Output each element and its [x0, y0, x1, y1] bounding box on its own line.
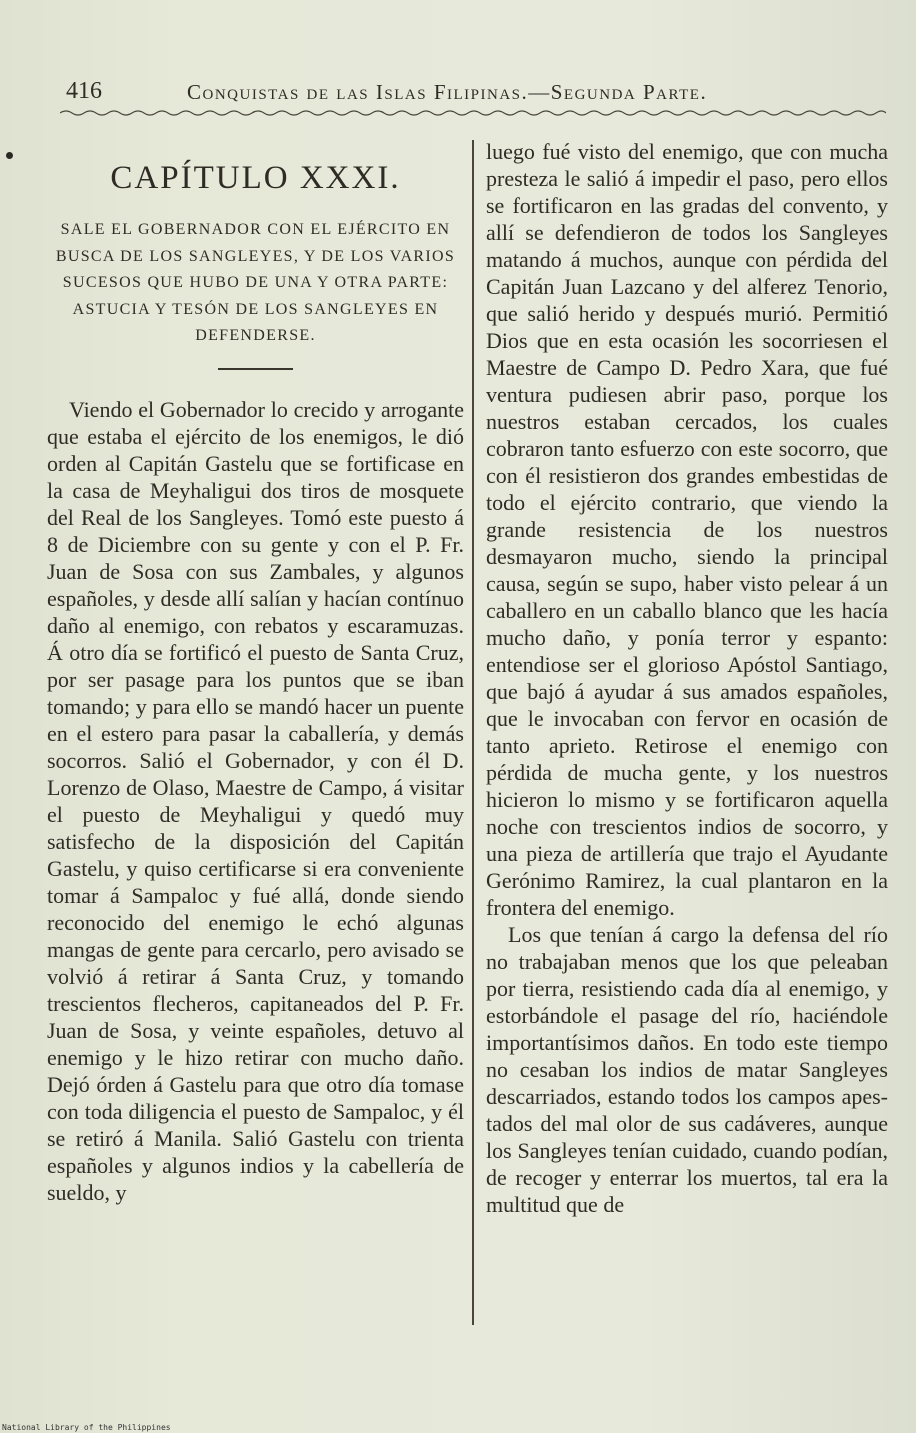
- page-header: [62, 78, 888, 112]
- right-column-paragraph-1: luego fué visto del enemigo, que con mucha presteza le salió á impedir el paso, pero ellos se fortificaron en las gradas del convento, y allí se defendieron de todos los Sangleyes matando á muchos, aunque con pérdida del Capitán Juan Lazcano y del alferez Tenorio, que salió herido y después murió. Permitió Dios que en esta ocasión les socorriesen el Maestre de Campo D. Pedro Xara, que fué ventura pudiesen abrir paso, porque los nuestros estaban cercados, los cuales cobraron tanto esfuerzo con este socorro, que con él resistieron dos grandes embestidas de todo el ejército contrario, que viendo la grande resistencia de los nuestros desmayaron mucho, siendo la principal causa, según se supo, haber visto pelear á un caballero en un caballo blanco que les hacía mucho daño, y ponía terror y espanto: entendiose ser el glorioso Apóstol Santiago, que bajó á ayudar á sus amados españoles, que le invocaban con fervor en ocasión de tanto aprieto. Retirose el enemigo con pérdida de mucha gente, y los nuestros hicieron lo mismo y se fortificaron aquella noche con trescientos indios de socorro, y una pieza de artillería que trajo el Ayudante Gerónimo Ramirez, la cual plantaron en la frontera del enemigo.: [486, 139, 888, 920]
- right-column: [486, 138, 888, 1218]
- page-number: 416: [66, 78, 102, 104]
- margin-dot-ornament: [6, 152, 13, 159]
- summary-divider: [218, 368, 293, 370]
- footer-credit: National Library of the Philippines: [2, 1423, 171, 1432]
- running-head: Conquistas de las Islas Filipinas.—Segunda Parte.: [187, 80, 708, 104]
- chapter-summary: SALE EL GOBERNADOR CON EL EJÉRCITO EN BUSCA DE LOS SANGLEYES, Y DE LOS VARIOS SUCESOS QUE HUBO DE UNA Y OTRA PARTE: ASTUCIA Y TESÓN DE LOS SANGLEYES EN DEFENDERSE.: [55, 221, 456, 344]
- header-wavy-rule: [60, 108, 886, 118]
- right-column-paragraph-2: Los que tenían á cargo la defensa del río no trabajaban menos que los que peleaban por tierra, resistiendo cada día al enemigo, y estorbándole el pasage del río, haciéndole importantísimos daños. En todo este tiempo no cesaban los indios de matar Sangleyes descarriados, estando todos los campos apestados del mal olor de sus cadáveres, aunque los Sangleyes tenían cuidado, cuando podían, de recoger y enterrar los muertos, tal era la multitud que de: [486, 922, 888, 1217]
- column-divider: [472, 140, 474, 1325]
- left-column: [47, 150, 464, 1206]
- left-column-paragraph: Viendo el Gobernador lo crecido y arrogante que estaba el ejército de los enemigos, le dió orden al Capitán Gastelu que se fortificase en la casa de Meyhaligui dos tiros de mosquete del Real de los Sangleyes. Tomó este puesto á 8 de Diciembre con su gente y con el P. Fr. Juan de Sosa con sus Zambales, y algunos españoles, y desde allí salían y hacían contínuo daño al enemigo, con rebatos y escaramuzas. Á otro día se fortificó el puesto de Santa Cruz, por ser pasage para los puntos que se iban tomando; y para ello se mandó hacer un puente en el estero para pasar la caballería, y demás socorros. Salió el Gobernador, y con él D. Lorenzo de Olaso, Maestre de Campo, á visitar el puesto de Meyhaligui y quedó muy satisfecho de la disposición del Capitán Gastelu, y quiso certificarse si era conveniente tomar á Sampaloc y fué allá, donde siendo reconocido del enemigo le echó algunas mangas de gente para cercarlo, pero avisado se volvió á retirar á Santa Cruz, y tomando trescientos flecheros, capitaneados del P. Fr. Juan de Sosa, y veinte españoles, detuvo al enemigo y le hizo retirar con mucho daño. Dejó órden á Gastelu para que otro día tomase con toda diligencia el puesto de Sampaloc, y él se retiró á Manila. Salió Gastelu con trienta españoles y algunos indios y la cabellería de sueldo, y: [47, 396, 464, 1205]
- chapter-title: CAPÍTULO XXXI.: [110, 160, 401, 196]
